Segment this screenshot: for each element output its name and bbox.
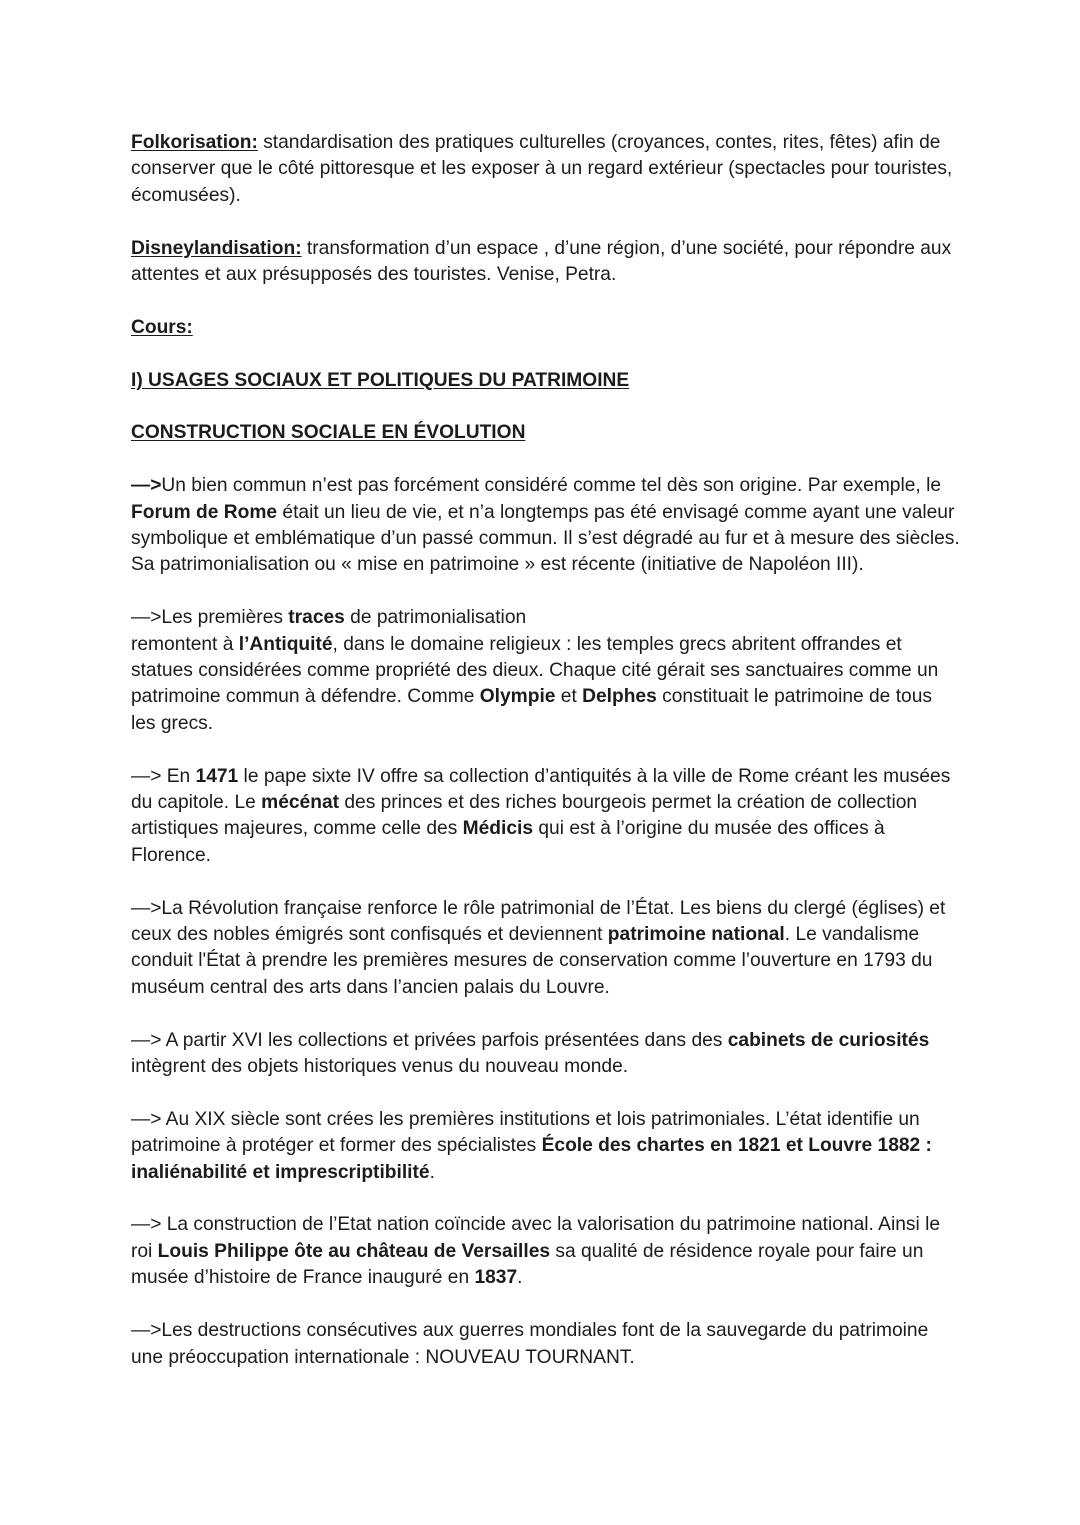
definition-text: transformation d’un espace , d’une région, d’une société, pour répondre aux attentes et aux présupposés des touristes. Venise, Petra. (131, 237, 952, 286)
paragraph (131, 1212, 961, 1291)
text-run: et (555, 686, 583, 708)
bold-text: Delphes (582, 686, 657, 708)
bold-text: mécénat (261, 792, 340, 814)
text-run: sa qualité de résidence royale pour faire un musée d’histoire de France inauguré en (131, 1240, 924, 1289)
paragraph (131, 1318, 961, 1371)
text-run: le pape sixte IV offre sa collection d’antiquités à la ville de Rome créant les musées du capitole. Le (131, 765, 951, 814)
text-run: —> La construction de l’Etat nation coïncide avec la valorisation du patrimoine national. Ainsi le roi (131, 1214, 941, 1262)
text-run: des princes et des riches bourgeois permet la création de collection artistiques majeures, comme celle des (131, 792, 918, 840)
text-run: . (517, 1267, 523, 1289)
bold-text: traces (288, 607, 345, 629)
bold-text: —> (131, 475, 162, 497)
bold-text: Forum de Rome (131, 501, 278, 523)
text-run: —> A partir XVI les collections et privées parfois présentées dans des (131, 1029, 728, 1051)
bold-text: École des chartes en 1821 et Louvre 1882 : inaliénabilité et imprescriptibilité (131, 1135, 932, 1183)
paragraph (131, 896, 961, 1002)
text-run: , dans le domaine religieux : les temples grecs abritent offrandes et statues considérées comme propriété des dieux. Chaque cité gérait ses sanctuaires comme un patrimoine commun à défendre. Comme (131, 633, 939, 708)
text-run: constituait le patrimoine de tous les grecs. (131, 686, 932, 734)
bold-text: 1837 (474, 1267, 518, 1289)
text-run: qui est à l’origine du musée des offices à Florence. (131, 818, 885, 866)
paragraph (131, 605, 961, 737)
course-paragraphs (131, 473, 961, 1371)
paragraph (131, 764, 961, 870)
text-run: —>Les destructions consécutives aux guerres mondiales font de la sauvegarde du patrimoine une préoccupation internationale : NOUVEAU TOURNANT. (131, 1320, 929, 1368)
bold-text: 1471 (195, 765, 239, 787)
text-run: était un lieu de vie, et n’a longtemps pas été envisagé comme ayant une valeur symbolique et emblématique d’un passé commun. Il s’est dégradé au fur et à mesure des siècles. Sa patrimonialisation ou « mise en patrimoine » est récente (initiative de Napoléon III). (131, 501, 960, 576)
bold-text: Olympie (479, 686, 556, 708)
bold-text: l’Antiquité (238, 633, 333, 655)
bold-text: Louis Philippe ôte au château de Versailles (157, 1240, 551, 1262)
bold-text: cabinets de curiosités (727, 1029, 930, 1051)
subsection-title: CONSTRUCTION SOCIALE EN ÉVOLUTION (131, 422, 526, 444)
text-run: . (429, 1161, 435, 1183)
definition-disneylandisation (131, 236, 961, 289)
paragraph (131, 1107, 961, 1186)
definition-term: Disneylandisation: (131, 237, 302, 259)
text-run: remontent à (131, 633, 239, 655)
definition-folkorisation (131, 130, 961, 209)
definition-term: Folkorisation: (131, 132, 258, 153)
text-run: Un bien commun n’est pas forcément considéré comme tel dès son origine. Par exemple, le (161, 475, 942, 497)
section-title: I) USAGES SOCIAUX ET POLITIQUES DU PATRIMOINE (131, 369, 630, 391)
paragraph (131, 473, 961, 579)
bold-text: Médicis (462, 818, 534, 840)
document-page (131, 130, 961, 1397)
text-run: de patrimonialisation (344, 607, 527, 629)
definition-text: standardisation des pratiques culturelles (croyances, contes, rites, fêtes) afin de conserver que le côté pittoresque et les exposer à un regard extérieur (spectacles pour touristes, écomusées). (131, 132, 953, 206)
text-run: —>La Révolution française renforce le rôle patrimonial de l’État. Les biens du clergé (églises) et ceux des nobles émigrés sont confisqués et deviennent (131, 897, 946, 946)
text-run: intègrent des objets historiques venus du nouveau monde. (131, 1056, 629, 1078)
text-run: —> Au XIX siècle sont crées les premières institutions et lois patrimoniales. L’état identifie un patrimoine à protéger et former des spécialistes (131, 1108, 920, 1157)
text-run: —>Les premières (131, 607, 289, 629)
paragraph (131, 1028, 961, 1081)
text-run: . Le vandalisme conduit l'État à prendre les premières mesures de conservation comme l’ouverture en 1793 du muséum central des arts dans l’ancien palais du Louvre. (131, 924, 933, 998)
bold-text: patrimoine national (607, 924, 785, 946)
text-run: —> En (131, 765, 196, 787)
course-label: Cours: (131, 316, 193, 338)
